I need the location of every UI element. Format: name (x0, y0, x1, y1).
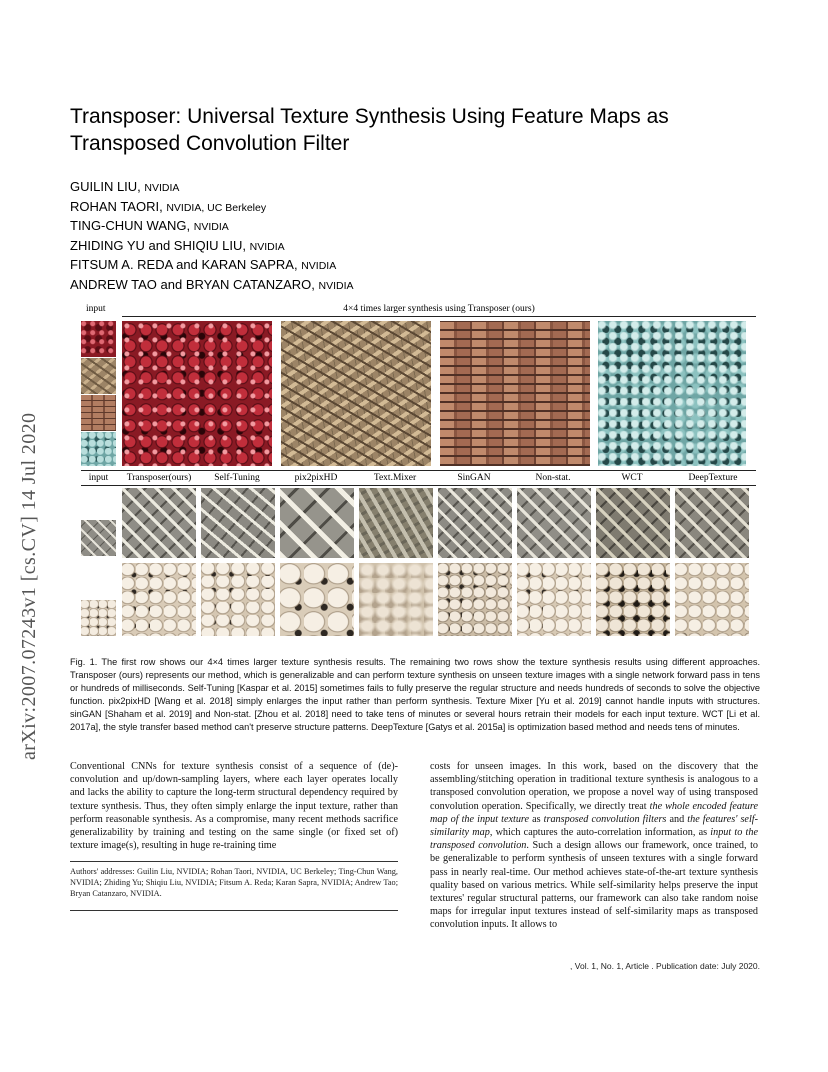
body-right-emph-2: transposed convolution filters (543, 813, 667, 825)
beans-result-texture-mixer (359, 563, 433, 636)
methods-rule-top (81, 470, 756, 471)
author-name: FITSUM A. REDA and KARAN SAPRA, (70, 257, 298, 272)
body-right-emph-4: input to the transposed convolution (430, 827, 759, 852)
method-label-nonstat: Non-stat. (535, 473, 571, 483)
method-label-singan: SinGAN (457, 473, 491, 483)
metal-result-wct (596, 488, 670, 558)
top-synthesis-header: 4×4 times larger synthesis using Transposer (ours) (343, 304, 535, 314)
metal-result-pix2pixhd (280, 488, 354, 558)
method-label-wct: WCT (621, 473, 643, 483)
page-footer: , Vol. 1, No. 1, Article . Publication date: July 2020. (570, 961, 760, 971)
author-name: TING-CHUN WANG, (70, 218, 191, 233)
header-rule (122, 316, 756, 317)
synth-texture-brick (440, 321, 590, 466)
author-affiliation: NVIDIA (144, 182, 180, 194)
beans-result-deeptexture (675, 563, 749, 636)
author-list (70, 178, 770, 295)
metal-result-self-tuning (201, 488, 275, 558)
body-text-right (430, 760, 758, 932)
input-texture-teal (81, 432, 116, 466)
body-right-part-5: . Such a design allows our framework, once trained, to be generalizable to perform synthesis of unseen textures with a single forward pass in nearly real-time. Our method achieves state-of-the-art texture synthesis quality based on various metrics. While self-similarity helps preserve the input textures' regular structural patterns, our framework can also take random noise maps for irregular input textures instead of self-similarity maps as transposed convolution inputs. It allows to (430, 840, 758, 931)
beans-result-pix2pixhd (280, 563, 354, 636)
metal-result-deeptexture (675, 488, 749, 558)
method-label-self-tuning: Self-Tuning (214, 473, 260, 483)
body-right-emph-1: the whole encoded feature map of the input texture (430, 800, 758, 825)
synth-texture-stone (281, 321, 431, 466)
figure-caption: Fig. 1. The first row shows our 4×4 times larger texture synthesis results. The remaining two rows show the texture synthesis results using different approaches. Transposer (ours) represents our method, which is generalizable and can perform texture synthesis on unseen texture images with a single network forward pass in tens or hundreds of milliseconds. Self-Tuning [Kaspar et al. 2015] sometimes fails to fully preserve the regular structure and needs hundreds of seconds to solve the objective function. pix2pixHD [Wang et al. 2018] simply enlarges the input rather than perform synthesis. Texture Mixer [Yu et al. 2019] cannot handle inputs with structures. sinGAN [Shaham et al. 2019] and Non-stat. [Zhou et al. 2018] need to take tens of minutes or several hours retrain their models for each input texture. WCT [Li et al. 2017a], the style transfer based method can't preserve structure patterns. DeepTexture [Gatys et al. 2015a] is optimization based method and needs tens of minutes. (70, 657, 760, 733)
beans-result-transposer (122, 563, 196, 636)
author-addresses-footnote: Authors' addresses: Guilin Liu, NVIDIA; Rohan Taori, NVIDIA, UC Berkeley; Ting-Chun Wang, NVIDIA; Zhiding Yu; Shiqiu Liu, NVIDIA; Fitsum A. Reda; Karan Sapra, NVIDIA; Andrew Tao; Bryan Catanzaro, NVIDIA. (70, 867, 398, 898)
input-texture-stone (81, 358, 116, 394)
metal-result-singan (438, 488, 512, 558)
method-label-deeptexture: DeepTexture (688, 473, 738, 483)
synth-texture-red (122, 321, 272, 466)
body-right-emph-3: the features' self-similarity map (430, 813, 759, 839)
author-line (70, 178, 770, 198)
footnote-rule-bottom (70, 910, 398, 911)
beans-result-self-tuning (201, 563, 275, 636)
body-right-part-2: as (529, 813, 544, 825)
beans-result-wct (596, 563, 670, 636)
body-right-part-1: costs for unseen images. In this work, based on the discovery that the assembling/stitching operation in traditional texture synthesis is analogous to a transposed convolution operation, we propose a novel way of using transposed convolution operation. Specifically, we directly treat (430, 761, 758, 812)
author-line (70, 217, 770, 237)
author-name: ROHAN TAORI, (70, 198, 163, 214)
author-affiliation: NVIDIA, UC Berkeley (166, 201, 267, 214)
paper-title: Transposer: Universal Texture Synthesis Using Feature Maps as Transposed Convolution Filter (70, 105, 669, 155)
author-affiliation: NVIDIA (318, 279, 354, 292)
arxiv-stamp: arXiv:2007.07243v1 [cs.CV] 14 Jul 2020 (18, 412, 40, 760)
author-affiliation: NVIDIA (193, 221, 229, 233)
metal-result-texture-mixer (359, 488, 433, 558)
method-label-transposer: Transposer(ours) (126, 473, 192, 483)
author-line (70, 256, 770, 276)
method-label-pix2pixhd: pix2pixHD (294, 473, 338, 483)
beans-result-singan (438, 563, 512, 636)
footnote-rule-top (70, 861, 398, 862)
beans-result-nonstat (517, 563, 591, 636)
body-text-left: Conventional CNNs for texture synthesis consist of a sequence of (de)-convolution and up/down-sampling layers, where each layer operates locally and lacks the ability to capture the long-term structural dependency required by texture synthesis. Thus, they often simply enlarge the input texture, rather than perform reasonable synthesis. As a compromise, many recent methods sacrifice generalizability by training and testing on the same single (or fixed set of) texture image(s), resulting in huge re-training time (70, 761, 398, 852)
body-right-part-3: and (666, 813, 688, 825)
metal-result-transposer (122, 488, 196, 558)
author-affiliation: NVIDIA (301, 260, 337, 272)
author-name: ZHIDING YU and SHIQIU LIU, (70, 237, 247, 253)
author-name: ANDREW TAO and BRYAN CATANZARO, (70, 276, 315, 292)
author-line (70, 198, 770, 218)
input-texture-beans (81, 600, 116, 636)
author-line (70, 237, 770, 257)
metal-result-nonstat (517, 488, 591, 558)
input-texture-metal (81, 520, 116, 556)
top-input-label: input (86, 304, 106, 314)
input-texture-red (81, 321, 116, 357)
author-line (70, 276, 770, 296)
method-label-texture-mixer: Text.Mixer (373, 473, 417, 483)
author-affiliation: NVIDIA (249, 240, 285, 253)
body-right-part-4: , which captures the auto-correlation information, as (489, 827, 711, 839)
synth-texture-teal (598, 321, 746, 466)
author-name: GUILIN LIU, (70, 179, 141, 194)
method-label-input: input (88, 473, 109, 483)
input-texture-brick (81, 395, 116, 431)
methods-rule-bottom (81, 485, 756, 486)
